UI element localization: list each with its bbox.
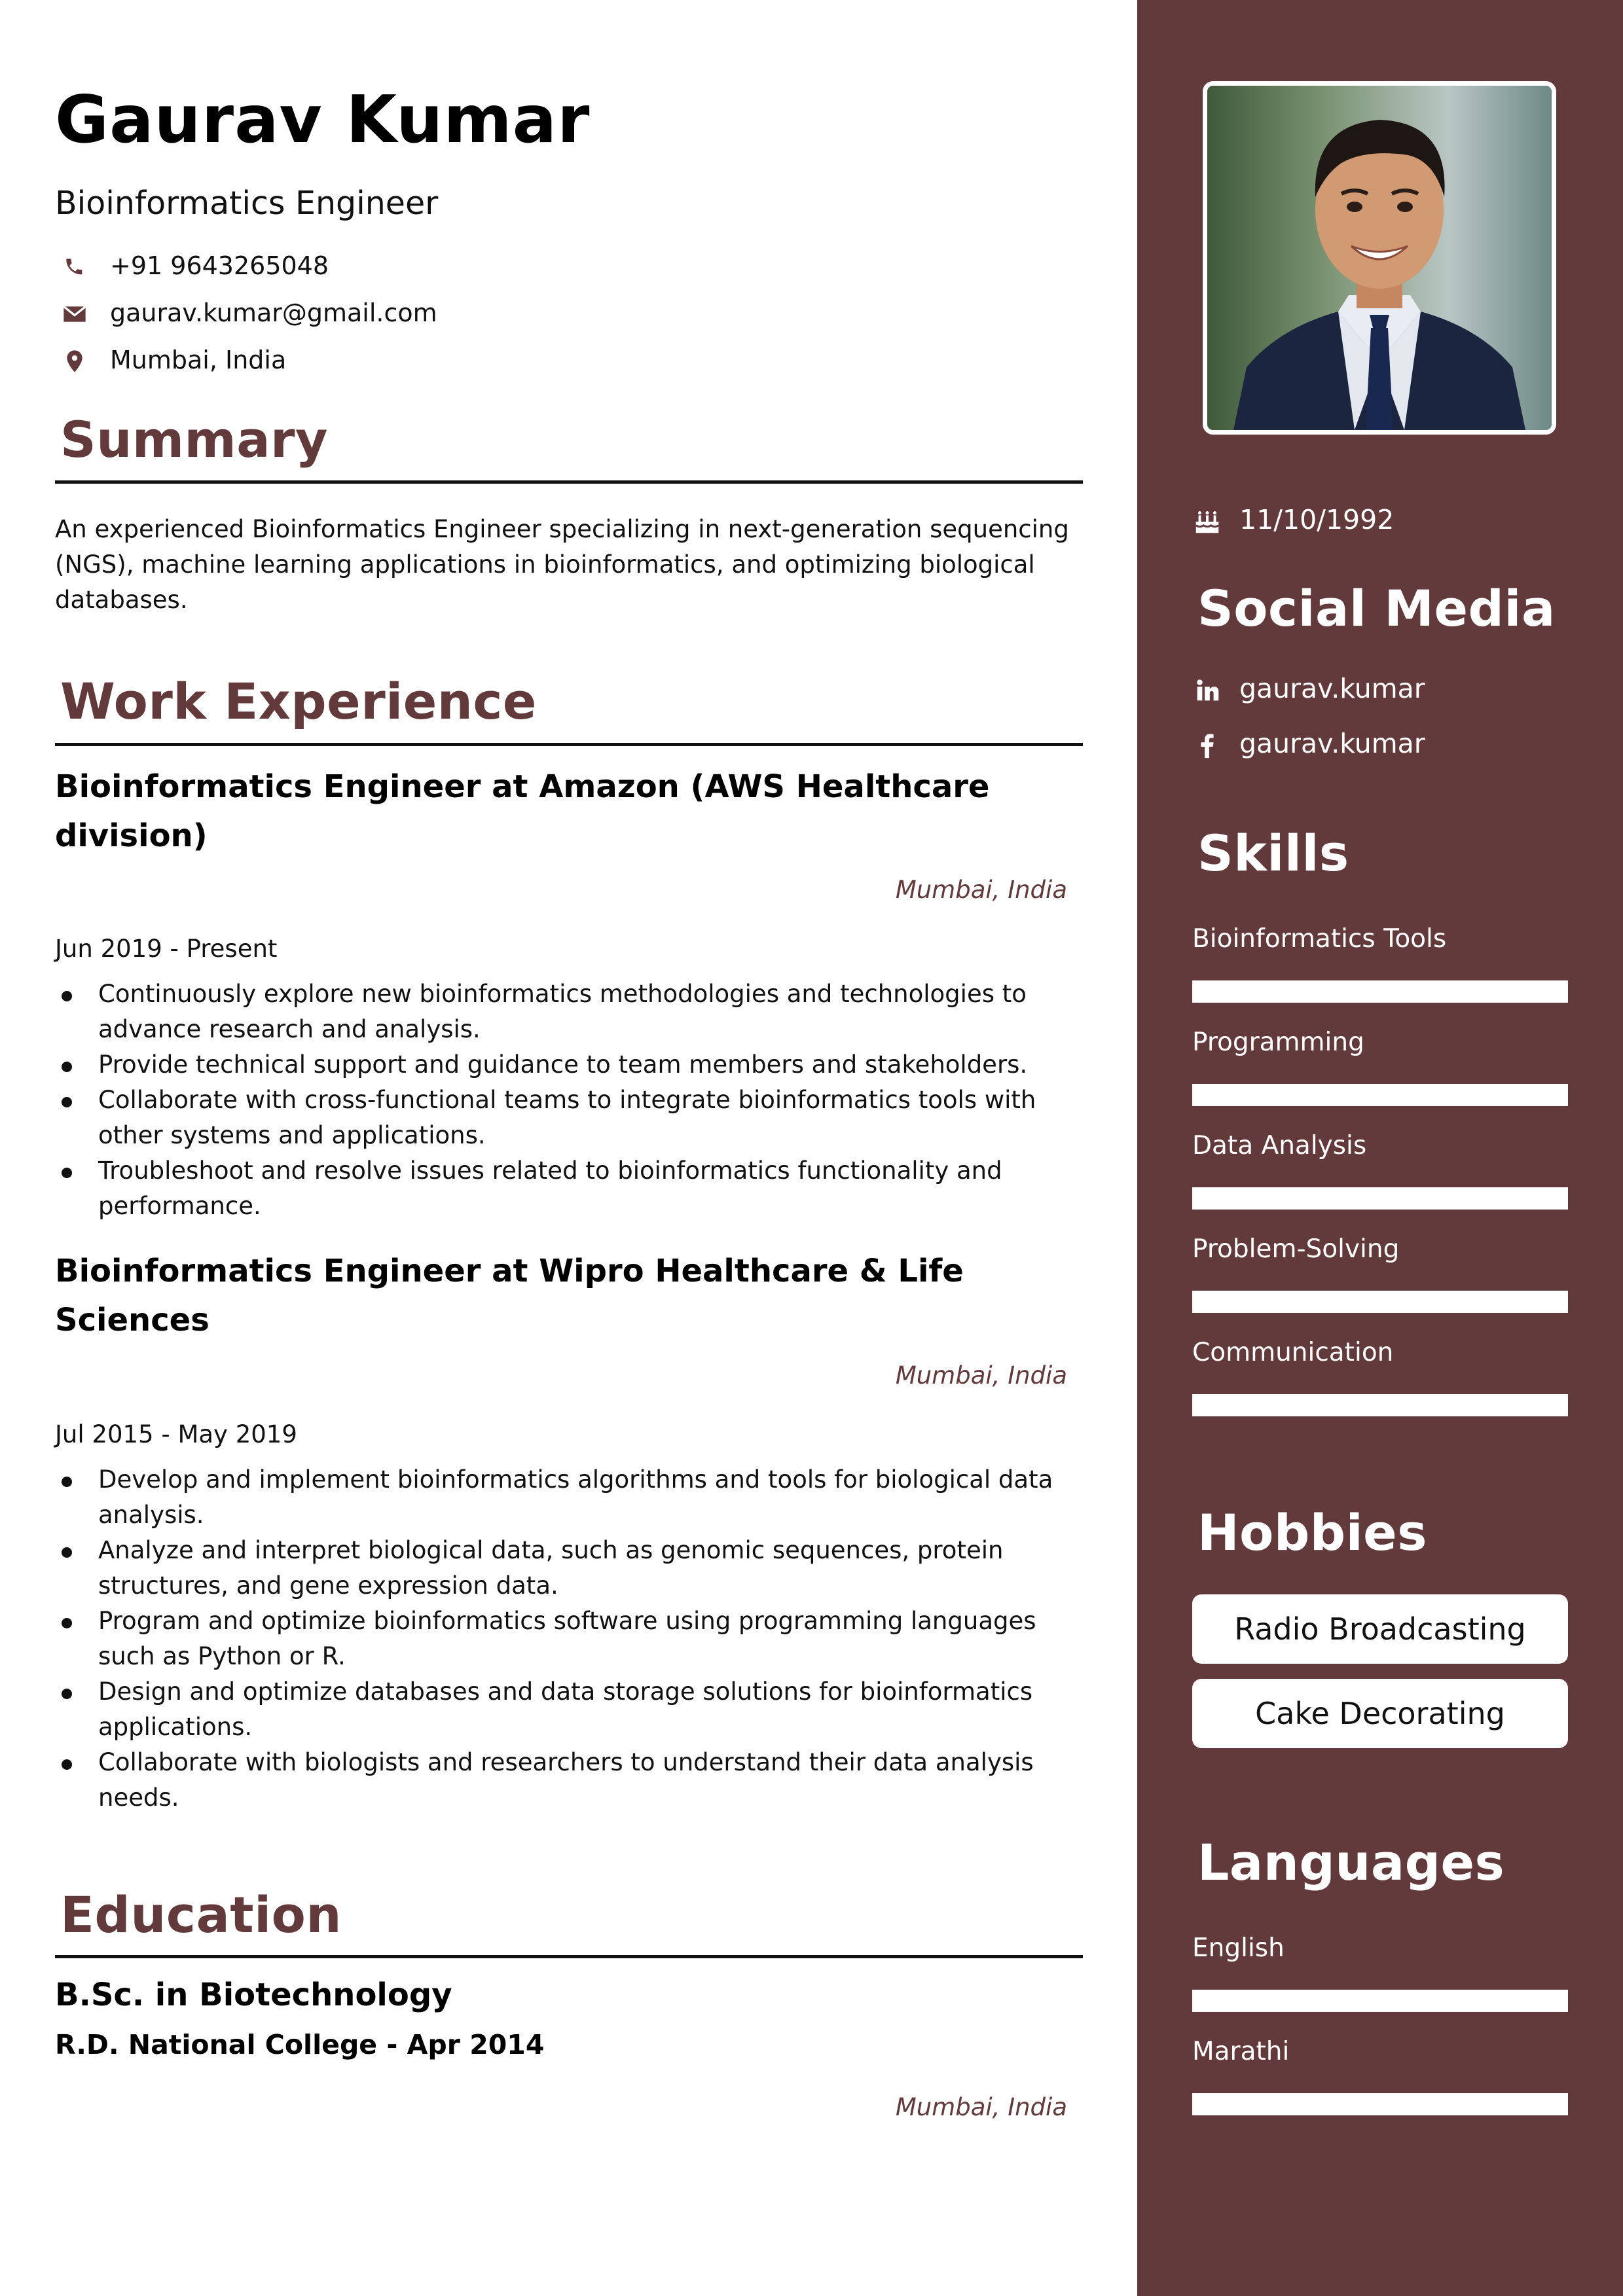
facebook-icon — [1192, 730, 1222, 761]
location-text: Mumbai, India — [110, 346, 287, 374]
language-level-bar — [1192, 1990, 1568, 2012]
skill-level-bar — [1192, 1291, 1568, 1313]
skill-label: Bioinformatics Tools — [1192, 924, 1447, 954]
job-title: Bioinformatics Engineer at Amazon (AWS Healthcare division) — [55, 768, 990, 854]
email-text: gaurav.kumar@gmail.com — [110, 298, 437, 327]
list-item: Collaborate with cross-functional teams to integrate bioinformatics tools with other systems and applications. — [55, 1083, 1089, 1153]
education-school: R.D. National College - Apr 2014 — [55, 2029, 545, 2060]
skill-level-bar — [1192, 1187, 1568, 1210]
languages-heading: Languages — [1197, 1833, 1505, 1892]
social-linkedin[interactable] — [1192, 672, 1585, 711]
birthdate-text: 11/10/1992 — [1239, 504, 1395, 535]
hobbies-heading: Hobbies — [1197, 1503, 1427, 1562]
candidate-name: Gaurav Kumar — [55, 81, 591, 158]
hobby-chip: Radio Broadcasting — [1192, 1594, 1568, 1664]
list-item: Analyze and interpret biological data, such as genomic sequences, protein structures, and gene expression data. — [55, 1533, 1089, 1604]
linkedin-icon — [1192, 675, 1222, 706]
job-dates: Jun 2019 - Present — [55, 935, 278, 963]
language-label: Marathi — [1192, 2037, 1290, 2066]
job-dates: Jul 2015 - May 2019 — [55, 1420, 297, 1448]
language-label: English — [1192, 1933, 1285, 1963]
envelope-icon — [62, 301, 88, 327]
list-item: Program and optimize bioinformatics software using programming languages such as Python or R. — [55, 1604, 1089, 1674]
list-item: Design and optimize databases and data storage solutions for bioinformatics applications. — [55, 1674, 1089, 1745]
job-bullets — [55, 1462, 1089, 1816]
list-item: Continuously explore new bioinformatics methodologies and technologies to advance research and analysis. — [55, 977, 1089, 1047]
skill-level-bar — [1192, 980, 1568, 1003]
contact-email — [55, 296, 644, 335]
facebook-handle: gaurav.kumar — [1239, 728, 1425, 759]
profile-photo — [1203, 81, 1556, 435]
list-item: Provide technical support and guidance to team members and stakeholders. — [55, 1047, 1089, 1083]
sidebar — [1137, 0, 1623, 2296]
summary-divider — [55, 480, 1083, 484]
experience-divider — [55, 743, 1083, 746]
skill-label: Data Analysis — [1192, 1131, 1367, 1160]
candidate-role: Bioinformatics Engineer — [55, 185, 439, 222]
job-bullets — [55, 977, 1089, 1224]
skill-level-bar — [1192, 1394, 1568, 1416]
job-title: Bioinformatics Engineer at Wipro Healthcare & Life Sciences — [55, 1253, 964, 1338]
main-column — [55, 0, 1083, 2296]
job-location: Mumbai, India — [895, 1361, 1067, 1390]
birthday-cake-icon — [1192, 507, 1222, 537]
summary-text: An experienced Bioinformatics Engineer specializing in next-generation sequencing (NGS), machine learning applications in bioinformatics, and optimizing biological databases. — [55, 515, 1069, 614]
experience-heading: Work Experience — [60, 672, 537, 730]
linkedin-handle: gaurav.kumar — [1239, 673, 1425, 704]
job-location: Mumbai, India — [895, 876, 1067, 904]
language-level-bar — [1192, 2093, 1568, 2115]
skill-label: Programming — [1192, 1028, 1364, 1057]
skill-label: Communication — [1192, 1338, 1394, 1367]
portrait-illustration — [1207, 86, 1552, 430]
birthdate-row — [1192, 503, 1585, 542]
list-item: Develop and implement bioinformatics algorithms and tools for biological data analysis. — [55, 1462, 1089, 1533]
list-item: Troubleshoot and resolve issues related to bioinformatics functionality and performance. — [55, 1153, 1089, 1224]
social-facebook[interactable] — [1192, 726, 1585, 766]
skill-label: Problem-Solving — [1192, 1234, 1400, 1264]
social-heading: Social Media — [1197, 579, 1556, 637]
contact-location — [55, 343, 644, 382]
education-divider — [55, 1955, 1083, 1958]
phone-text: +91 9643265048 — [110, 251, 329, 280]
education-degree: B.Sc. in Biotechnology — [55, 1977, 452, 2013]
education-location: Mumbai, India — [895, 2093, 1067, 2121]
contact-phone — [55, 249, 644, 288]
skills-heading: Skills — [1197, 824, 1349, 882]
summary-heading: Summary — [60, 410, 329, 469]
list-item: Collaborate with biologists and researchers to understand their data analysis needs. — [55, 1745, 1089, 1816]
education-heading: Education — [60, 1886, 342, 1944]
map-pin-icon — [62, 348, 88, 374]
hobby-chip: Cake Decorating — [1192, 1679, 1568, 1748]
skill-level-bar — [1192, 1084, 1568, 1106]
phone-icon — [62, 254, 88, 280]
